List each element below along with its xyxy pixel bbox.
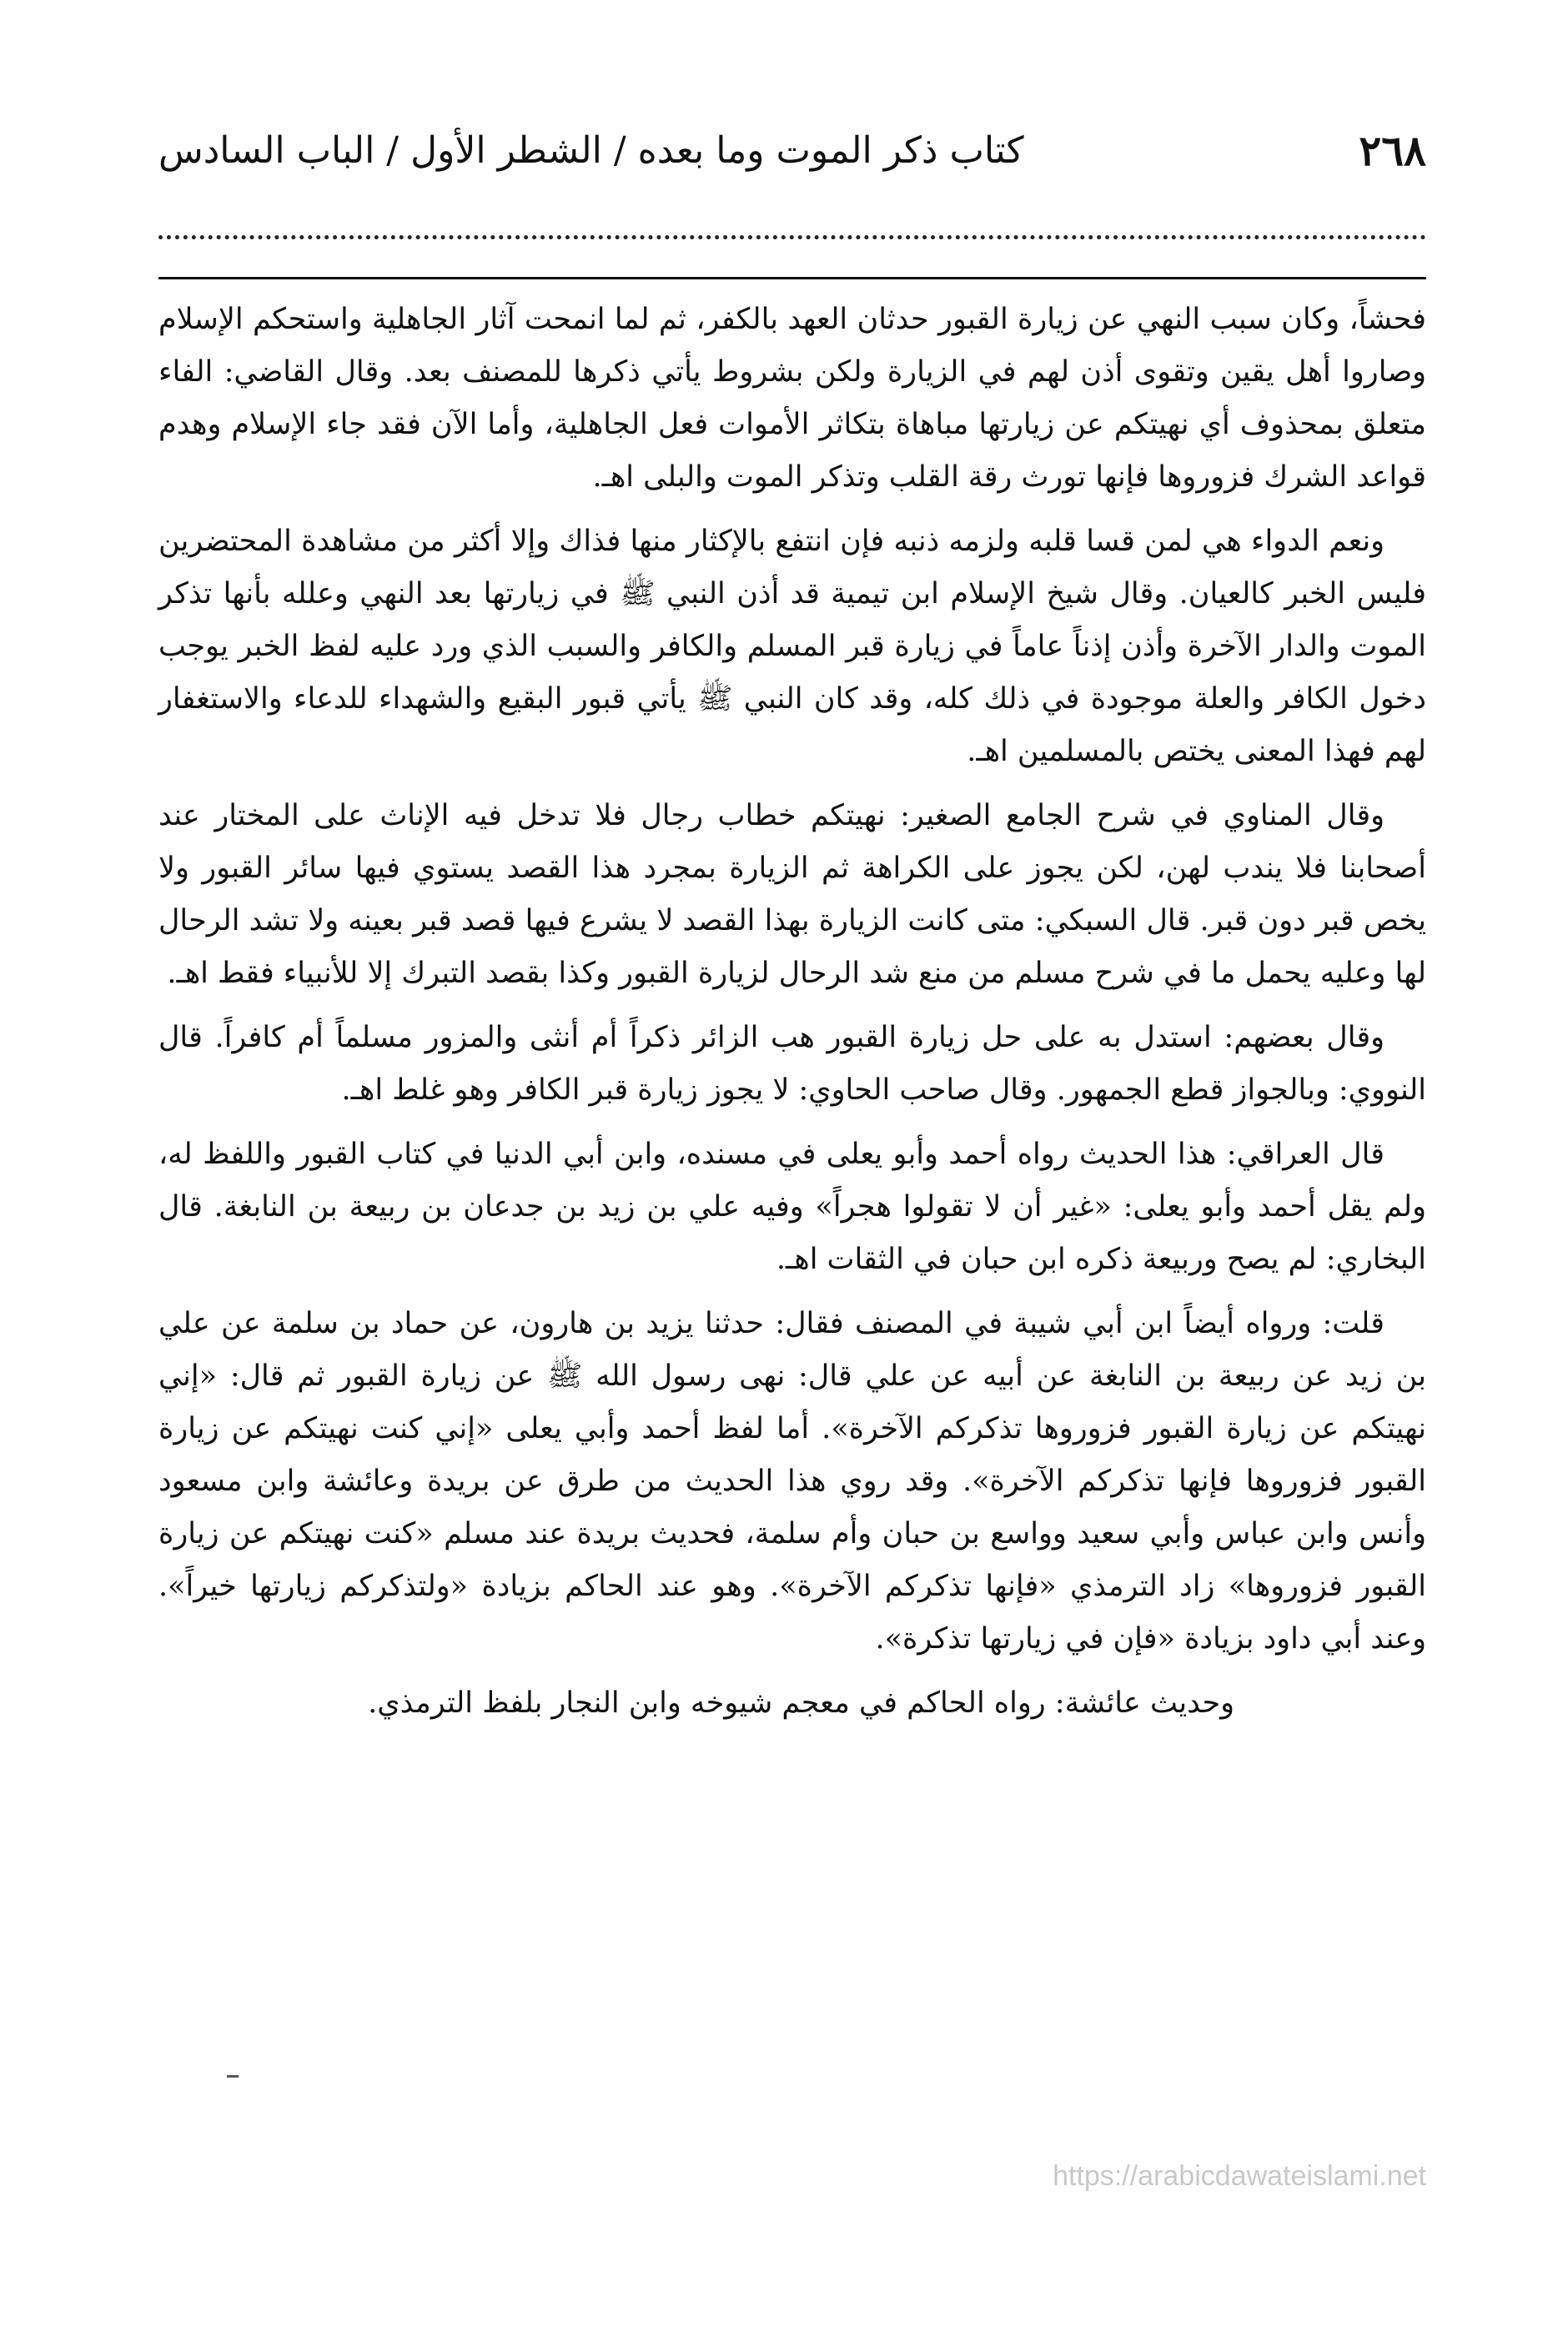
paragraph-5: قال العراقي: هذا الحديث رواه أحمد وأبو يعلى في مسنده، وابن أبي الدنيا في كتاب القبور واللفظ له، ولم يقل أحمد وأبو يعلى: «غير أن لا تقولوا هجراً» وفيه علي بن زيد بن جدعان بن ربيعة بن النابغة. قال البخاري: لم يصح وربيعة ذكره ابن حبان في الثقات اهـ. — [158, 1138, 1426, 1276]
paragraph-4: وقال بعضهم: استدل به على حل زيارة القبور هب الزائر ذكراً أم أنثى والمزور مسلماً أم كافراً. قال النووي: وبالجواز قطع الجمهور. وقال صاحب الحاوي: لا يجوز زيارة قبر الكافر وهو غلط اهـ. — [158, 1021, 1426, 1107]
paragraph-1: فحشاً، وكان سبب النهي عن زيارة القبور حدثان العهد بالكفر، ثم لما انمحت آثار الجاهلية واستحكم الإسلام وصاروا أهل يقين وتقوى أذن لهم في الزيارة ولكن بشروط يأتي ذكرها للمصنف بعد. وقال القاضي: الفاء متعلق بمحذوف أي نهيتكم عن زيارتها مباهاة بتكاثر الأموات فعل الجاهلية، وأما الآن فقد جاء الإسلام وهدم قواعد الشرك فزوروها فإنها تورث رقة القلب وتذكر الموت والبلى اهـ. — [158, 303, 1426, 494]
running-head: كتاب ذكر الموت وما بعده / الشطر الأول / الباب السادس — [158, 128, 1024, 172]
page-header — [158, 117, 1426, 183]
paragraph-3: وقال المناوي في شرح الجامع الصغير: نهيتكم خطاب رجال فلا تدخل فيه الإناث على المختار عند أصحابنا فلا يندب لهن، لكن يجوز على الكراهة ثم الزيارة بمجرد هذا القصد يستوي فيها سائر القبور ولا يخص قبر دون قبر. قال السبكي: متى كانت الزيارة بهذا القصد لا يشرع فيها قصد قبر بعينه ولا تشد الرحال لها وعليه يحمل ما في شرح مسلم من منع شد الرحال لزيارة القبور وكذا بقصد التبرك إلا للأنبياء فقط اهـ. — [158, 799, 1426, 990]
body-text — [158, 294, 1426, 1741]
page-number: ٢٦٨ — [1359, 125, 1426, 175]
last-line: وحديث عائشة: رواه الحاكم في معجم شيوخه وابن النجار بلفظ الترمذي. — [368, 1686, 1234, 1720]
paragraph-6: قلت: ورواه أيضاً ابن أبي شيبة في المصنف فقال: حدثنا يزيد بن هارون، عن حماد بن سلمة عن علي بن زيد عن ربيعة بن النابغة عن أبيه عن علي قال: نهى رسول الله ﷺ عن زيارة القبور ثم قال: «إني نهيتكم عن زيارة القبور فزوروها تذكركم الآخرة». أما لفظ أحمد وأبي يعلى «إني كنت نهيتكم عن زيارة القبور فزوروها فإنها تذكركم الآخرة». وقد روي هذا الحديث من طرق عن بريدة وعائشة وابن مسعود وأنس وابن عباس وأبي سعيد وواسع بن حبان وأم سلمة، فحديث بريدة عند مسلم «كنت نهيتكم عن زيارة القبور فزوروها» زاد الترمذي «فإنها تذكركم الآخرة». وهو عند الحاكم بزيادة «ولتذكركم زيارتها خيراً». وعند أبي داود بزيادة «فإن في زيارتها تذكرة». — [158, 1307, 1426, 1656]
header-rule — [158, 277, 1426, 279]
watermark-text: https://arabicdawateislami.net — [1053, 2160, 1426, 2192]
paragraph-2: ونعم الدواء هي لمن قسا قلبه ولزمه ذنبه فإن انتفع بالإكثار منها فذاك وإلا أكثر من مشاهدة المحتضرين فليس الخبر كالعيان. وقال شيخ الإسلام ابن تيمية قد أذن النبي ﷺ في زيارتها بعد النهي وعلله بأنها تذكر الموت والدار الآخرة وأذن إذناً عاماً في زيارة قبر المسلم والكافر والسبب الذي ورد عليه لفظ الخبر يوجب دخول الكافر والعلة موجودة في ذلك كله، وقد كان النبي ﷺ يأتي قبور البقيع والشهداء للدعاء والاستغفار لهم فهذا المعنى يختص بالمسلمين اهـ. — [158, 525, 1426, 768]
dotted-divider — [158, 219, 1426, 239]
stray-mark — [227, 2075, 239, 2078]
